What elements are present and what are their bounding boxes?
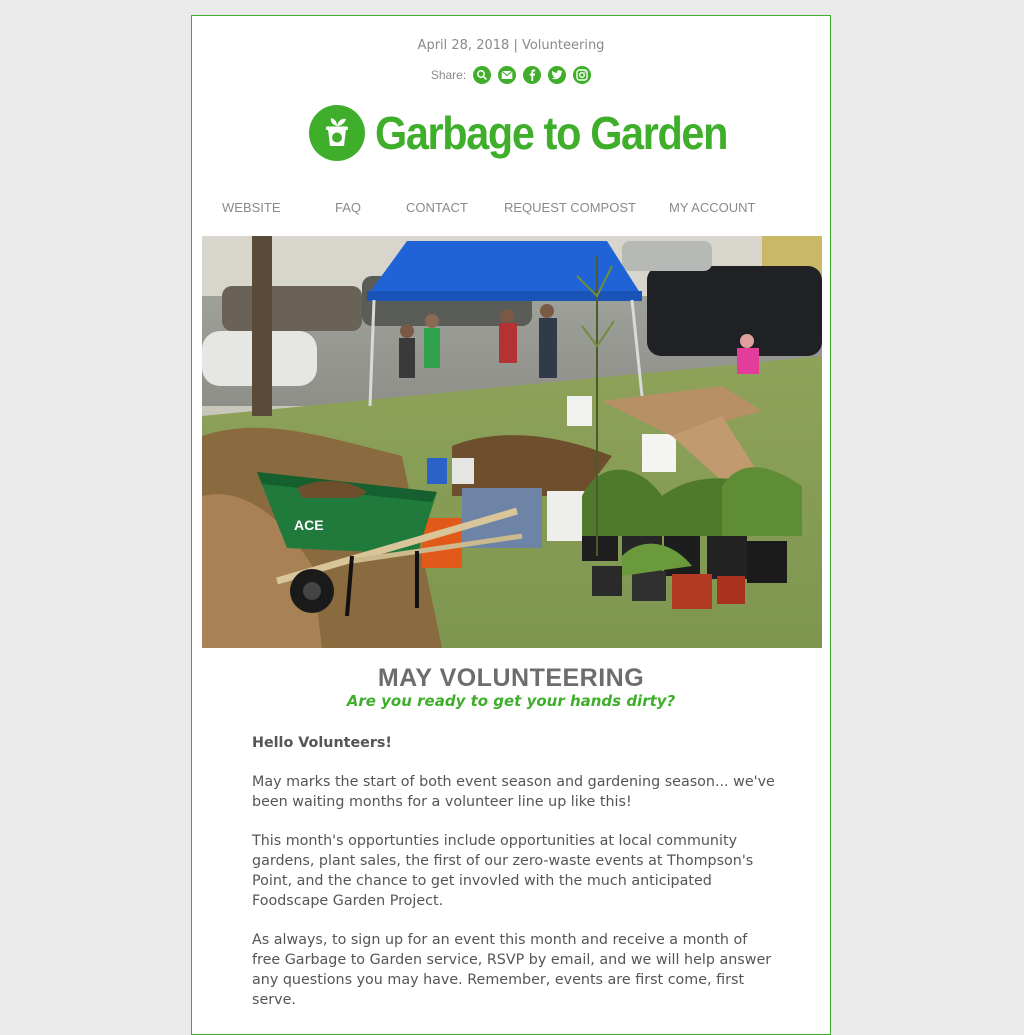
meta-separator: | bbox=[513, 38, 518, 53]
article-title: MAY VOLUNTEERING bbox=[377, 664, 645, 692]
garden-volunteers-photo bbox=[202, 236, 822, 648]
logo-wordmark: Garbage to Garden bbox=[375, 107, 728, 159]
issue-meta bbox=[192, 38, 830, 53]
article-body bbox=[252, 733, 777, 1029]
wheelbarrow-brand-text: ACE bbox=[294, 517, 324, 533]
nav-website[interactable]: WEBSITE bbox=[222, 200, 281, 215]
email-icon[interactable] bbox=[498, 66, 516, 84]
paragraph: May marks the start of both event season and gardening season... we've been waiting months for a volunteer line up like this! bbox=[252, 774, 775, 810]
instagram-icon[interactable] bbox=[573, 66, 591, 84]
nav-contact[interactable]: CONTACT bbox=[406, 200, 468, 215]
greeting: Hello Volunteers! bbox=[252, 735, 392, 751]
issue-category[interactable]: Volunteering bbox=[521, 38, 605, 53]
newsletter-card bbox=[191, 15, 831, 1035]
nav-request-compost[interactable]: REQUEST COMPOST bbox=[504, 200, 636, 215]
twitter-icon[interactable] bbox=[548, 66, 566, 84]
search-icon[interactable] bbox=[473, 66, 491, 84]
article-subtitle: Are you ready to get your hands dirty? bbox=[346, 692, 676, 710]
nav-my-account[interactable]: MY ACCOUNT bbox=[669, 200, 756, 215]
hero-image bbox=[202, 236, 822, 648]
share-label: Share: bbox=[430, 68, 467, 82]
share-bar bbox=[192, 66, 830, 84]
issue-date: April 28, 2018 bbox=[417, 38, 510, 53]
brand-logo[interactable] bbox=[309, 105, 766, 161]
nav-faq[interactable]: FAQ bbox=[335, 200, 362, 215]
facebook-icon[interactable] bbox=[523, 66, 541, 84]
logo-mark-icon bbox=[309, 105, 365, 161]
paragraph: This month's opportunties include opportunities at local community gardens, plant sales, the first of our zero-waste events at Thompson's Point, and the chance to get invovled with the much anticipated Foodscape Garden Project. bbox=[252, 833, 754, 909]
paragraph: As always, to sign up for an event this month and receive a month of free Garbage to Garden service, RSVP by email, and we will help answer any questions you may have. Remember, events are first come, first serve. bbox=[252, 932, 772, 1008]
